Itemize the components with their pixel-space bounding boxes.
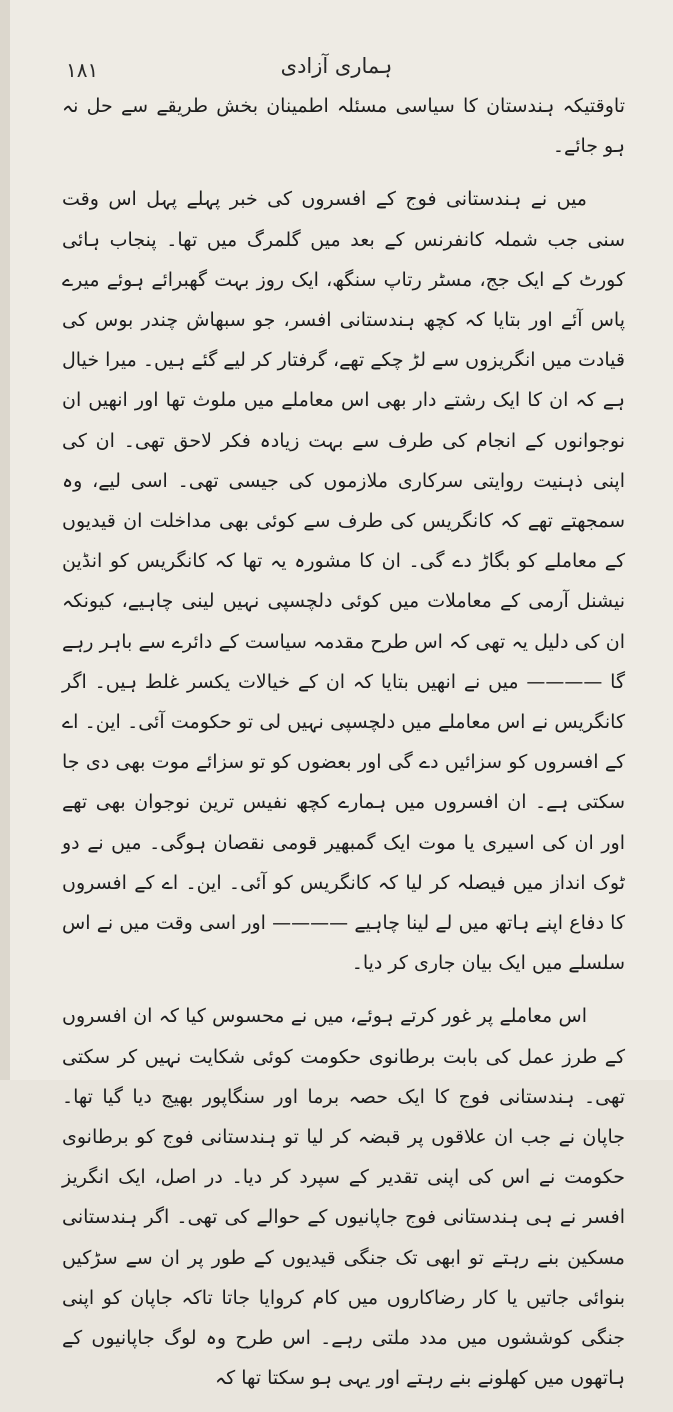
running-title: ہماری آزادی [280,54,393,78]
page-number: ۱۸۱ [66,58,99,82]
body-text [62,86,625,1412]
paragraph: اس معاملے پر غور کرتے ہوئے، میں نے محسوس کیا کہ ان افسروں کے طرز عمل کی بابت برطانوی حکومت کوئی شکایت نہیں کر سکتی تھی۔ ہندستانی فوج کا ایک حصہ برما اور سنگاپور بھیج دیا گیا تھا۔ جاپان نے جب ان علاقوں پر قبضہ کر لیا تو ہندستانی فوج کو برطانوی حکومت نے اس کی اپنی تقدیر کے سپرد کر دیا۔ در اصل، ایک انگریز افسر نے ہی ہندستانی فوج جاپانیوں کے حوالے کی تھی۔ اگر ہندستانی مسکین بنے رہتے تو ابھی تک جنگی قیدیوں کے طور پر ان سے سڑکیں بنوائی جاتیں یا کار رضاکاروں میں کام کروایا جاتا تاکہ جاپان کو اپنی جنگی کوششوں میں مدد ملتی رہے۔ اس طرح وہ لوگ جاپانیوں کے ہاتھوں میں کھلونے بنے رہتے اور یہی ہو سکتا تھا کہ [62,1005,625,1390]
paragraph: میں نے ہندستانی فوج کے افسروں کی خبر پہلے پہل اس وقت سنی جب شملہ کانفرنس کے بعد میں گلمرگ میں تھا۔ پنجاب ہائی کورٹ کے ایک جج، مسٹر رتاپ سنگھ، ایک روز بہت گھبرائے ہوئے میرے پاس آئے اور بتایا کہ کچھ ہندستانی افسر، جو سبھاش چندر بوس کی قیادت میں انگریزوں سے لڑ چکے تھے، گرفتار کر لیے گئے ہیں۔ میرا خیال ہے کہ ان کا ایک رشتے دار بھی اس معاملے میں ملوث تھا اور انھیں ان نوجوانوں کے انجام کی طرف سے بہت زیادہ فکر لاحق تھی۔ ان کی اپنی ذہنیت روایتی سرکاری ملازموں کی جیسی تھی۔ اسی لیے، وہ سمجھتے تھے کہ کانگریس کی طرف سے کوئی بھی مداخلت ان قیدیوں کے معاملے کو بگاڑ دے گی۔ ان کا مشورہ یہ تھا کہ کانگریس کو انڈین نیشنل آرمی کے معاملات میں کوئی دلچسپی نہیں لینی چاہیے، کیونکہ ان کی دلیل یہ تھی کہ اس طرح مقدمہ سیاست کے دائرے سے باہر رہے گا ———— میں نے انھیں بتایا کہ ان کے خیالات یکسر غلط ہیں۔ اگر کانگریس نے اس معاملے میں دلچسپی نہیں لی تو حکومت آئی۔ این۔ اے کے افسروں کو سزائیں دے گی اور بعضوں کو تو سزائے موت بھی دی جا سکتی ہے۔ ان افسروں میں ہمارے کچھ نفیس ترین نوجوان بھی تھے اور ان کی اسیری یا موت ایک گمبھیر قومی نقصان ہوگی۔ میں نے دو ٹوک انداز میں فیصلہ کر لیا کہ کانگریس کو آئی۔ این۔ اے کے افسروں کا دفاع اپنے ہاتھ میں لے لینا چاہیے ———— اور اسی وقت میں نے اس سلسلے میں ایک بیان جاری کر دیا۔ [62,188,625,975]
page-binding-edge [0,0,10,1080]
paragraph-continuation: تاوقتیکہ ہندستان کا سیاسی مسئلہ اطمینان بخش طریقے سے حل نہ ہو جائے۔ [62,95,625,158]
